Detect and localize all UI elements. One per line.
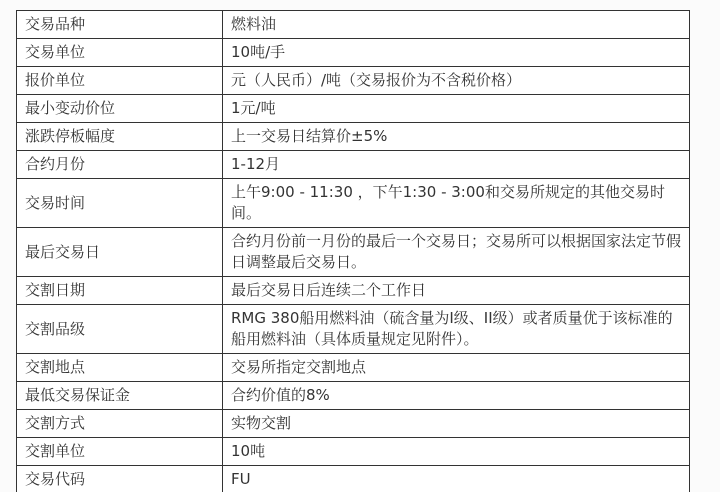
row-label: 交割方式	[17, 410, 223, 438]
table-row	[17, 466, 690, 492]
row-label: 涨跌停板幅度	[17, 123, 223, 151]
row-value: 10吨/手	[223, 39, 690, 67]
table-row	[17, 39, 690, 67]
row-label: 最小变动价位	[17, 95, 223, 123]
contract-spec-table	[16, 10, 690, 492]
row-value: 10吨	[223, 438, 690, 466]
table-row	[17, 123, 690, 151]
row-label: 交易品种	[17, 11, 223, 39]
row-value: 元（人民币）/吨（交易报价为不含税价格）	[223, 67, 690, 95]
table-row	[17, 95, 690, 123]
table-row	[17, 228, 690, 277]
row-value: 上一交易日结算价±5%	[223, 123, 690, 151]
row-value: 交易所指定交割地点	[223, 354, 690, 382]
row-label: 交割品级	[17, 305, 223, 354]
table-row	[17, 354, 690, 382]
row-label: 交易单位	[17, 39, 223, 67]
row-label: 合约月份	[17, 151, 223, 179]
table-row	[17, 67, 690, 95]
table-body	[17, 11, 690, 492]
row-value: 实物交割	[223, 410, 690, 438]
row-value: 上午9:00 - 11:30 ，下午1:30 - 3:00和交易所规定的其他交易时间。	[223, 179, 690, 228]
row-value: 1-12月	[223, 151, 690, 179]
table-row	[17, 179, 690, 228]
row-value: 最后交易日后连续二个工作日	[223, 277, 690, 305]
row-label: 交割单位	[17, 438, 223, 466]
row-label: 交易时间	[17, 179, 223, 228]
row-label: 交易代码	[17, 466, 223, 492]
row-value: 合约价值的8%	[223, 382, 690, 410]
row-label: 报价单位	[17, 67, 223, 95]
table-row	[17, 11, 690, 39]
table-row	[17, 438, 690, 466]
row-label: 交割日期	[17, 277, 223, 305]
table-row	[17, 305, 690, 354]
table-row	[17, 382, 690, 410]
row-value: 合约月份前一月份的最后一个交易日；交易所可以根据国家法定节假日调整最后交易日。	[223, 228, 690, 277]
row-label: 最低交易保证金	[17, 382, 223, 410]
table-row	[17, 410, 690, 438]
row-value: 1元/吨	[223, 95, 690, 123]
row-value: 燃料油	[223, 11, 690, 39]
row-value: RMG 380船用燃料油（硫含量为I级、II级）或者质量优于该标准的船用燃料油（具体质量规定见附件）。	[223, 305, 690, 354]
row-label: 交割地点	[17, 354, 223, 382]
table-row	[17, 277, 690, 305]
row-label: 最后交易日	[17, 228, 223, 277]
row-value: FU	[223, 466, 690, 492]
table-row	[17, 151, 690, 179]
